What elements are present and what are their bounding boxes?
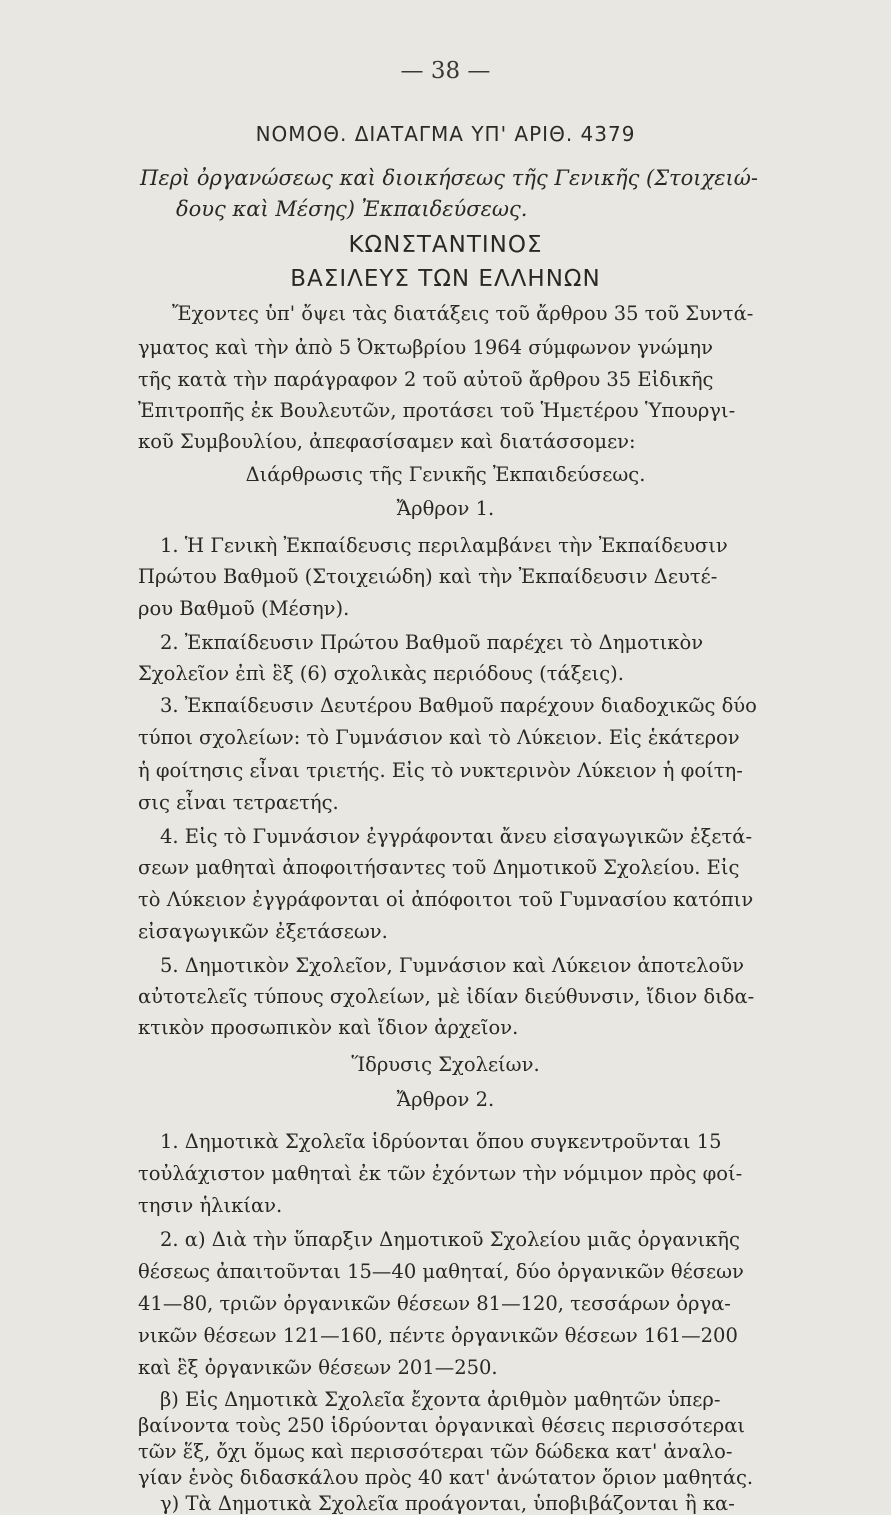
subject-line: Περὶ ὀργανώσεως καὶ διοικήσεως τῆς Γενικῆς (Στοιχειώ- <box>140 166 758 190</box>
article-line: 5. Δημοτικὸν Σχολεῖον, Γυμνάσιον καὶ Λύκειον ἀποτελοῦν <box>160 954 744 977</box>
article-line: εἰσαγωγικῶν ἐξετάσεων. <box>138 920 388 943</box>
article-line: Σχολεῖον ἐπὶ ἓξ (6) σχολικὰς περιόδους (τάξεις). <box>138 662 624 685</box>
article-line: 2. Ἐκπαίδευσιν Πρώτου Βαθμοῦ παρέχει τὸ Δημοτικὸν <box>160 631 704 654</box>
article-line: 4. Εἰς τὸ Γυμνάσιον ἐγγράφονται ἄνευ εἰσαγωγικῶν ἐξετά- <box>160 825 753 848</box>
article-line: κτικὸν προσωπικὸν καὶ ἴδιον ἀρχεῖον. <box>138 1016 519 1039</box>
article-line: αὐτοτελεῖς τύπους σχολείων, μὲ ἰδίαν διεύθυνσιν, ἴδιον διδα- <box>138 985 755 1008</box>
article-heading: Ἄρθρον 1. <box>396 497 495 520</box>
article-line: 1. Ἡ Γενικὴ Ἐκπαίδευσις περιλαμβάνει τὴν Ἐκπαίδευσιν <box>160 534 728 557</box>
article-line: 3. Ἐκπαίδευσιν Δευτέρου Βαθμοῦ παρέχουν διαδοχικῶς δύο <box>160 694 757 717</box>
subject-line: δους καὶ Μέσης) Ἐκπαιδεύσεως. <box>176 197 528 221</box>
article-line: 41—80, τριῶν ὀργανικῶν θέσεων 81—120, τεσσάρων ὀργα- <box>138 1292 731 1315</box>
section-heading: Ἵδρυσις Σχολείων. <box>351 1053 540 1076</box>
article-line: ρου Βαθμοῦ (Μέσην). <box>138 597 350 620</box>
decree-title: ΝΟΜΟΘ. ΔΙΑΤΑΓΜΑ ΥΠ' ΑΡΙΘ. 4379 <box>255 122 636 146</box>
article-line: 1. Δημοτικὰ Σχολεῖα ἱδρύονται ὅπου συγκεντροῦνται 15 <box>160 1130 722 1153</box>
article-line: 2. α) Διὰ τὴν ὕπαρξιν Δημοτικοῦ Σχολείου μιᾶς ὀργανικῆς <box>160 1228 740 1251</box>
section-heading: Διάρθρωσις τῆς Γενικῆς Ἐκπαιδεύσεως. <box>245 463 646 486</box>
preamble-line: γματος καὶ τὴν ἀπὸ 5 Ὀκτωβρίου 1964 σύμφωνον γνώμην <box>138 336 713 359</box>
article-line: β) Εἰς Δημοτικὰ Σχολεῖα ἔχοντα ἀριθμὸν μαθητῶν ὑπερ- <box>160 1388 721 1411</box>
preamble-line: Ἔχοντες ὑπ' ὄψει τὰς διατάξεις τοῦ ἄρθρου 35 τοῦ Συντά- <box>172 302 754 325</box>
article-line: βαίνοντα τοὺς 250 ἱδρύονται ὀργανικαὶ θέσεις περισσότεραι <box>138 1414 746 1437</box>
king-name: ΚΩΝΣΤΑΝΤΙΝΟΣ <box>348 232 543 258</box>
article-line: σις εἶναι τετραετής. <box>138 791 339 814</box>
article-line: ἡ φοίτησις εἶναι τριετής. Εἰς τὸ νυκτερινὸν Λύκειον ἡ φοίτη- <box>138 759 743 782</box>
article-line: θέσεως ἀπαιτοῦνται 15—40 μαθηταί, δύο ὀργανικῶν θέσεων <box>138 1260 744 1283</box>
article-line: τοὐλάχιστον μαθηταὶ ἐκ τῶν ἐχόντων τὴν νόμιμον πρὸς φοί- <box>138 1162 743 1185</box>
preamble-line: Ἐπιτροπῆς ἐκ Βουλευτῶν, προτάσει τοῦ Ἡμετέρου Ὑπουργι- <box>138 399 736 422</box>
preamble-line: κοῦ Συμβουλίου, ἀπεφασίσαμεν καὶ διατάσσομεν: <box>138 430 636 453</box>
preamble-line: τῆς κατὰ τὴν παράγραφον 2 τοῦ αὐτοῦ ἄρθρου 35 Εἰδικῆς <box>138 368 714 391</box>
article-line: τύποι σχολείων: τὸ Γυμνάσιον καὶ τὸ Λύκειον. Εἰς ἑκάτερον <box>138 726 740 749</box>
article-line: καὶ ἓξ ὀργανικῶν θέσεων 201—250. <box>138 1356 498 1379</box>
article-line: τὸ Λύκειον ἐγγράφονται οἱ ἀπόφοιτοι τοῦ Γυμνασίου κατόπιν <box>138 888 754 911</box>
article-line: τησιν ἡλικίαν. <box>138 1194 283 1217</box>
article-line: σεων μαθηταὶ ἀποφοιτήσαντες τοῦ Δημοτικοῦ Σχολείου. Εἰς <box>138 856 740 879</box>
article-line: γ) Τὰ Δημοτικὰ Σχολεῖα προάγονται, ὑποβιβάζονται ἢ κα- <box>160 1492 735 1515</box>
article-line: γίαν ἑνὸς διδασκάλου πρὸς 40 κατ' ἀνώτατον ὅριον μαθητάς. <box>138 1466 754 1489</box>
article-line: Πρώτου Βαθμοῦ (Στοιχειώδη) καὶ τὴν Ἐκπαίδευσιν Δευτέ- <box>138 565 718 588</box>
page-number: — 38 — <box>400 58 491 84</box>
king-title: ΒΑΣΙΛΕΥΣ ΤΩΝ ΕΛΛΗΝΩΝ <box>290 266 601 292</box>
article-heading: Ἄρθρον 2. <box>396 1088 495 1111</box>
article-line: τῶν ἕξ, ὄχι ὅμως καὶ περισσότεραι τῶν δώδεκα κατ' ἀναλο- <box>138 1440 733 1463</box>
article-line: νικῶν θέσεων 121—160, πέντε ὀργανικῶν θέσεων 161—200 <box>138 1324 738 1347</box>
